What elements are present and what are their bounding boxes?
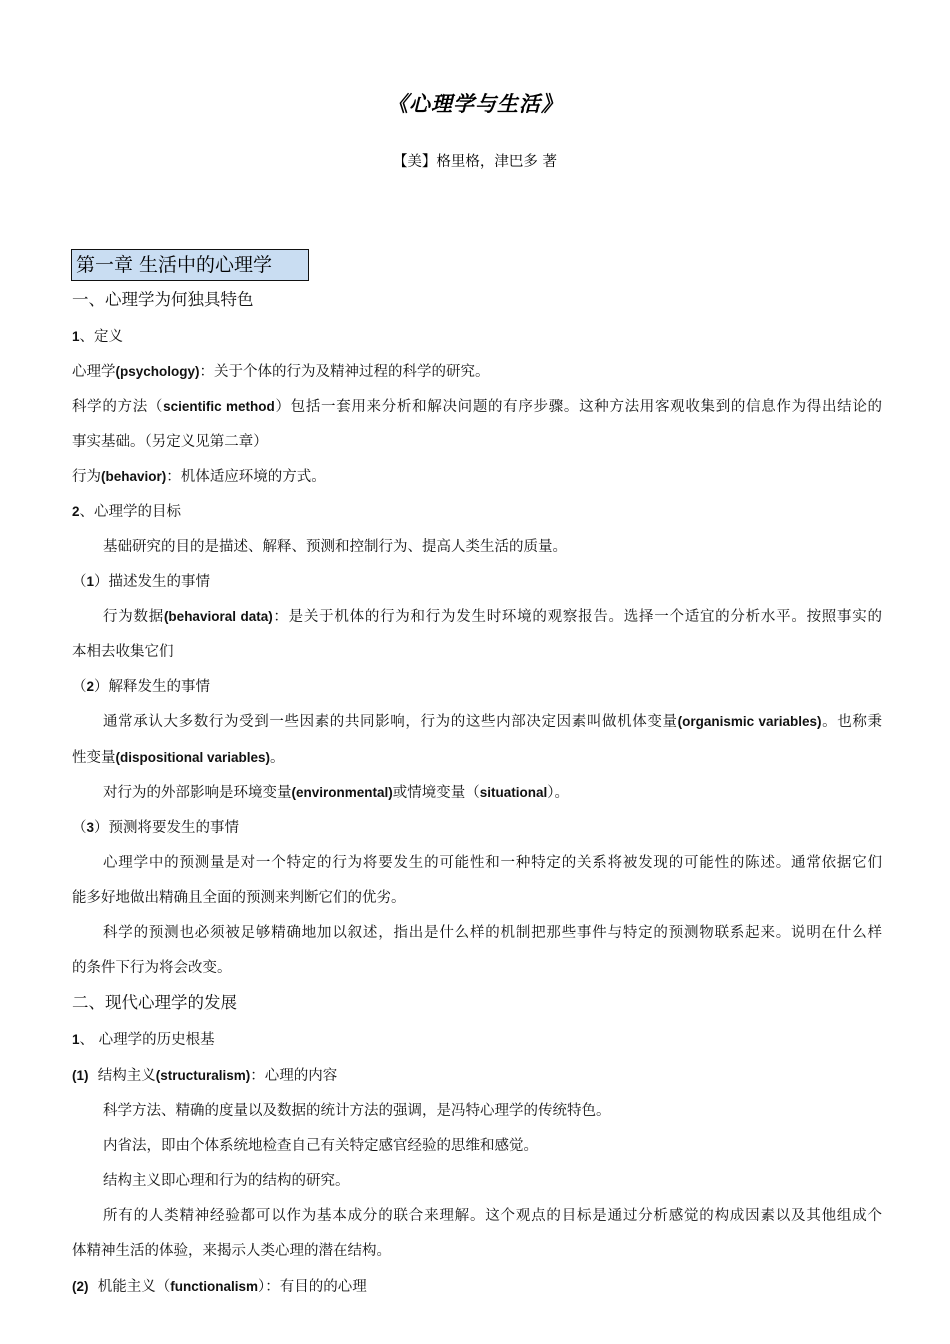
item-text: ）预测将要发生的事情 <box>94 820 240 836</box>
paragraph-continuation: 事实基础。（另定义见第二章） <box>72 434 268 450</box>
term-label: 机能主义（ <box>97 1279 171 1295</box>
term-english: (psychology) <box>115 364 200 379</box>
paragraph-prediction-1: 心理学中的预测量是对一个特定的行为将要发生的可能性和一种特定的关系将被发现的可能性的陈述。通常依据它们 <box>103 855 882 871</box>
term-suffix: 。 <box>270 750 285 766</box>
term-suffix: 。也称秉 <box>821 714 883 730</box>
term-english: (structuralism) <box>155 1068 251 1083</box>
term-definition: 通常承认大多数行为受到一些因素的共同影响，行为的这些内部决定因素叫做机体变量 <box>103 714 678 730</box>
subheading-history <box>72 1030 882 1050</box>
term-english: (organismic variables) <box>677 714 822 729</box>
item-number: 1 <box>86 574 95 589</box>
term-english: functionalism <box>170 1279 258 1294</box>
term-label: 性变量 <box>72 750 116 766</box>
section-heading-2: 二、现代心理学的发展 <box>72 993 237 1012</box>
paragraph-continuation: 能多好地做出精确且全面的预测来判断它们的优劣。 <box>72 890 406 906</box>
term-label: 心理学 <box>72 364 116 380</box>
paren-open: （ <box>72 820 87 836</box>
term-english: (environmental) <box>291 785 393 800</box>
term-definition: ：是关于机体的行为和行为发生时环境的观察报告。选择一个适宜的分析水平。按照事实的 <box>272 609 883 625</box>
subheading-goals <box>72 502 882 522</box>
term-english: (behavior) <box>101 469 167 484</box>
term-definition: ）：有目的的心理 <box>257 1279 367 1295</box>
term-label: 科学的方法（ <box>72 399 164 415</box>
goal-explain-heading <box>72 677 882 697</box>
paren-open: （ <box>72 574 87 590</box>
term-definition: ：心理的内容 <box>250 1068 338 1084</box>
paragraph-continuation: 本相去收集它们 <box>72 644 174 660</box>
term-suffix: ）。 <box>547 785 570 801</box>
paragraph-dispositional-variables <box>72 748 882 768</box>
item-number: 3 <box>86 820 95 835</box>
goal-describe-heading <box>72 572 882 592</box>
item-number: 2 <box>86 679 95 694</box>
term-english: scientific method <box>163 399 275 414</box>
term-definition: ：关于个体的行为及精神过程的科学的研究。 <box>199 364 490 380</box>
heading-functionalism <box>72 1277 882 1297</box>
term-label: 行为数据 <box>103 609 164 625</box>
subheading-text: 、定义 <box>79 329 124 345</box>
paragraph-structuralism-4: 所有的人类精神经验都可以作为基本成分的联合来理解。这个观点的目标是通过分析感觉的构成因素以及其他组成个 <box>103 1208 882 1224</box>
paragraph-structuralism-2: 内省法，即由个体系统地检查自己有关特定感官经验的思维和感觉。 <box>103 1138 538 1154</box>
paragraph-organismic-variables <box>103 712 882 732</box>
paren-open: （ <box>72 679 87 695</box>
item-number: (1) <box>72 1068 89 1083</box>
paragraph-environmental-variables <box>103 783 882 803</box>
item-text: ）描述发生的事情 <box>94 574 211 590</box>
term-definition: ：机体适应环境的方式。 <box>166 469 326 485</box>
subheading-text: 、 心理学的历史根基 <box>79 1032 215 1048</box>
item-text: ）解释发生的事情 <box>94 679 211 695</box>
term-label: 结构主义 <box>97 1068 156 1084</box>
goal-predict-heading <box>72 818 882 838</box>
term-english: situational <box>479 785 548 800</box>
chapter-heading: 第一章 生活中的心理学 <box>71 249 309 281</box>
subheading-number: 1 <box>72 1032 80 1047</box>
term-definition: ）包括一套用来分析和解决问题的有序步骤。这种方法用客观收集到的信息作为得出结论的 <box>274 399 883 415</box>
heading-structuralism <box>72 1066 882 1086</box>
definition-behavior <box>72 467 882 487</box>
term-english: (behavioral data) <box>163 609 273 624</box>
paragraph-structuralism-1: 科学方法、精确的度量以及数据的统计方法的强调，是冯特心理学的传统特色。 <box>103 1103 611 1119</box>
term-definition: 对行为的外部影响是环境变量 <box>103 785 292 801</box>
paragraph-continuation: 体精神生活的体验，来揭示人类心理的潜在结构。 <box>72 1243 391 1259</box>
subheading-text: 、心理学的目标 <box>79 504 182 520</box>
definition-scientific-method <box>72 397 882 417</box>
term-english: (dispositional variables) <box>115 750 271 765</box>
subheading-number: 1 <box>72 329 80 344</box>
section-heading-1: 一、心理学为何独具特色 <box>72 290 254 309</box>
definition-psychology <box>72 362 882 382</box>
document-title: 《心理学与生活》 <box>387 92 563 116</box>
item-number: (2) <box>72 1279 89 1294</box>
paragraph-continuation: 的条件下行为将会改变。 <box>72 960 232 976</box>
paragraph-structuralism-3: 结构主义即心理和行为的结构的研究。 <box>103 1173 350 1189</box>
paragraph-prediction-2: 科学的预测也必须被足够精确地加以叙述，指出是什么样的机制把那些事件与特定的预测物联系起来。说明在什么样 <box>103 925 882 941</box>
definition-behavioral-data <box>103 607 882 627</box>
subheading-number: 2 <box>72 504 80 519</box>
subheading-definition <box>72 327 882 347</box>
paragraph-goal: 基础研究的目的是描述、解释、预测和控制行为、提高人类生活的质量。 <box>103 539 567 555</box>
term-label: 行为 <box>72 469 101 485</box>
document-author: 【美】格里格，津巴多 著 <box>392 154 558 170</box>
term-connector: 或情境变量（ <box>392 785 480 801</box>
